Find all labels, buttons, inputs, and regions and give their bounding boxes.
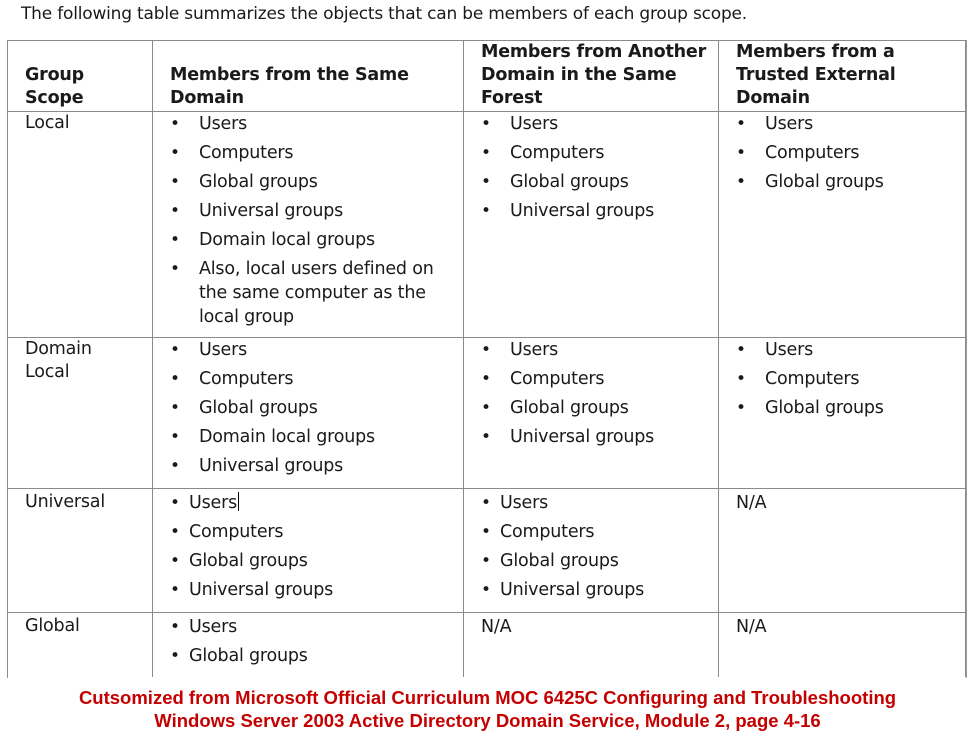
list-item: • Global groups	[481, 170, 710, 194]
list-item: • Universal groups	[481, 425, 710, 449]
same-domain-cell	[153, 613, 464, 678]
list-item: • Computers	[170, 141, 455, 165]
list-item: • Global groups	[736, 396, 957, 420]
table-row-universal	[8, 489, 966, 613]
trusted-external-cell	[719, 112, 966, 338]
another-domain-cell: N/A	[464, 613, 719, 678]
header-trusted-external: Members from a Trusted External Domain	[719, 41, 966, 112]
list-item: • Global groups	[481, 396, 710, 420]
list-item: • Universal groups	[481, 578, 710, 602]
header-group-scope: Group Scope	[8, 41, 153, 112]
list-item: • Global groups	[170, 170, 455, 194]
table-row-domain-local	[8, 338, 966, 489]
list-item: • Users	[170, 338, 455, 362]
text-cursor	[238, 492, 239, 511]
scope-cell: Universal	[8, 489, 153, 613]
list-item: • Computers	[481, 520, 710, 544]
another-domain-cell	[464, 112, 719, 338]
another-domain-cell	[464, 338, 719, 489]
list-item: • Users	[736, 338, 957, 362]
trusted-external-cell: N/A	[719, 613, 966, 678]
list-item: • Global groups	[736, 170, 957, 194]
list-item: • Universal groups	[481, 199, 710, 223]
list-item: • Users	[481, 112, 710, 136]
list-item: • Users	[481, 338, 710, 362]
scope-cell: Domain Local	[8, 338, 153, 489]
list-item: • Computers	[736, 367, 957, 391]
intro-text: The following table summarizes the objects that can be members of each group scope.	[21, 4, 748, 24]
list-item: • Global groups	[170, 396, 455, 420]
same-domain-cell	[153, 338, 464, 489]
table-row-global	[8, 613, 966, 678]
scope-cell: Local	[8, 112, 153, 338]
list-item: • Computers	[481, 367, 710, 391]
header-row	[8, 41, 966, 112]
credit-line-1: Cutsomized from Microsoft Official Curriculum MOC 6425C Configuring and Troubleshooting	[78, 687, 897, 708]
list-item: • Users	[170, 615, 455, 639]
list-item: • Computers	[170, 520, 455, 544]
list-item: • Also, local users defined on the same computer as the local group	[170, 257, 455, 329]
list-item: • Users	[170, 491, 455, 515]
list-item: • Users	[170, 112, 455, 136]
list-item: • Universal groups	[170, 454, 455, 478]
list-item: • Universal groups	[170, 199, 455, 223]
group-scope-table	[7, 40, 966, 677]
same-domain-cell	[153, 112, 464, 338]
another-domain-cell	[464, 489, 719, 613]
header-same-domain: Members from the Same Domain	[153, 41, 464, 112]
list-item: • Domain local groups	[170, 228, 455, 252]
list-item: • Domain local groups	[170, 425, 455, 449]
list-item: • Universal groups	[170, 578, 455, 602]
list-item: • Computers	[736, 141, 957, 165]
list-item: • Computers	[481, 141, 710, 165]
list-item: • Users	[736, 112, 957, 136]
trusted-external-cell: N/A	[719, 489, 966, 613]
list-item: • Users	[481, 491, 710, 515]
header-another-domain: Members from Another Domain in the Same Forest	[464, 41, 719, 112]
same-domain-cell	[153, 489, 464, 613]
list-item: • Global groups	[481, 549, 710, 573]
list-item: • Global groups	[170, 549, 455, 573]
scope-cell: Global	[8, 613, 153, 678]
list-item: • Computers	[170, 367, 455, 391]
trusted-external-cell	[719, 338, 966, 489]
credit-line-2: Windows Server 2003 Active Directory Domain Service, Module 2, page 4-16	[154, 710, 821, 731]
table-row-local	[8, 112, 966, 338]
list-item: • Global groups	[170, 644, 455, 668]
